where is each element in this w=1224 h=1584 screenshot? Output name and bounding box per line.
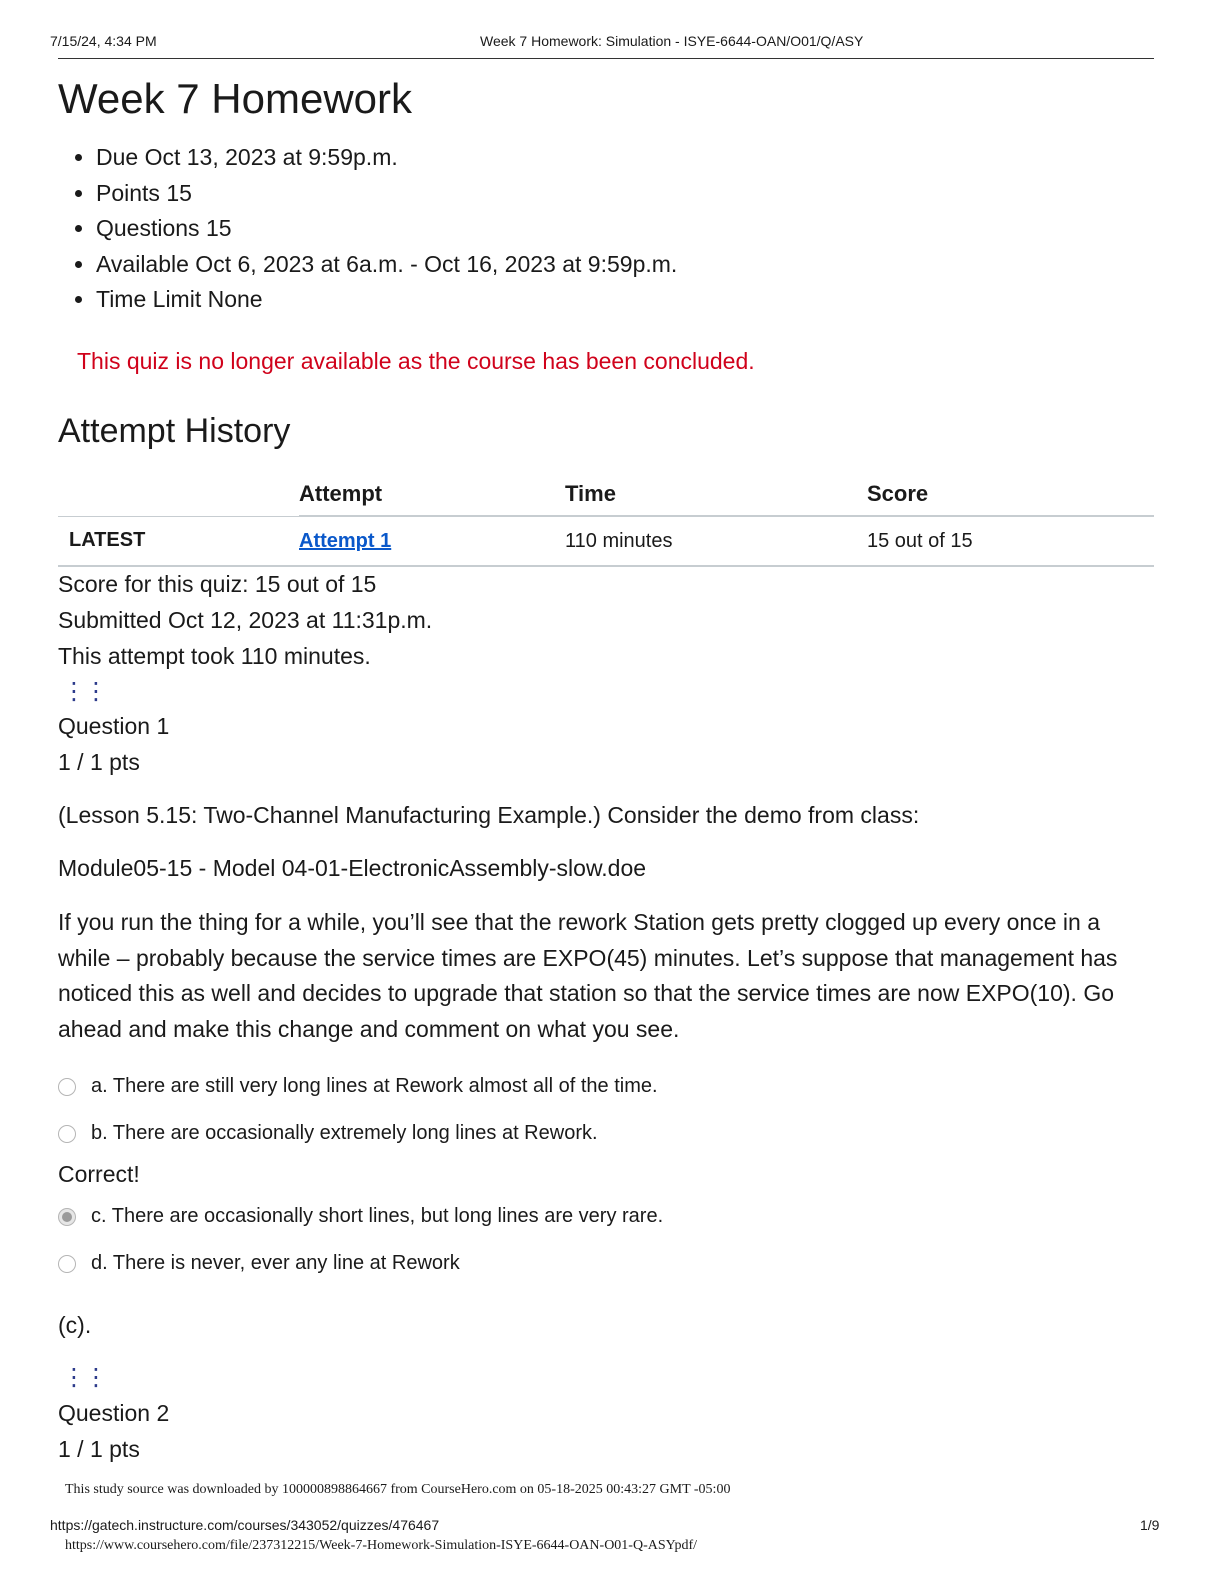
attempt-status: LATEST [58,516,299,566]
attempt-duration: This attempt took 110 minutes. [58,643,371,669]
answer-option-d-text: d. There is never, ever any line at Rework [91,1252,460,1274]
page-number: 1/9 [1140,1517,1160,1533]
quiz-score: Score for this quiz: 15 out of 15 [58,571,377,597]
question-1-prompt-body: If you run the thing for a while, you’ll see that the rework Station gets pretty clogged up every once in a while – probably because the service times are EXPO(45) minutes. Let’s suppose that management has noticed this as well and decides to upgrade that station so that the service times are now EXPO(10). Go ahead and make this change and comment on what you see. [58,909,1118,1042]
attempt-time: 110 minutes [565,516,867,566]
table-row [58,516,1154,566]
attempt-score: 15 out of 15 [867,516,1154,566]
source-url: https://www.coursehero.com/file/237312215/Week-7-Homework-Simulation-ISYE-6644-OAN-O01-Q-ASYpdf/ [65,1538,698,1553]
column-header-score: Score [867,473,1154,516]
answer-note: (c). [58,1312,92,1338]
study-source-notice: This study source was downloaded by 100000898864667 from CourseHero.com on 05-18-2025 00:43:27 GMT -05:00 [65,1482,731,1497]
time-limit: • Time Limit None [96,282,677,318]
question-2-points: 1 / 1 pts [58,1436,140,1462]
attempt-history-heading: Attempt History [58,412,291,450]
answer-option-b[interactable] [58,1122,598,1145]
answer-option-c[interactable] [58,1205,663,1228]
radio-a[interactable] [58,1078,76,1096]
correct-answer-label: Correct! [58,1161,140,1187]
question-1-drag-handle-icon[interactable]: ⋮⋮ [62,678,106,705]
table-header-row [58,473,1154,516]
print-datetime: 7/15/24, 4:34 PM [50,33,157,49]
attempt-summary [58,566,432,674]
question-count: • Questions 15 [96,211,677,247]
question-1-label: Question 1 [58,713,170,739]
column-header-attempt: Attempt [299,473,565,516]
due-date: • Due Oct 13, 2023 at 9:59p.m. [96,140,677,176]
points: • Points 15 [96,176,677,212]
availability: • Available Oct 6, 2023 at 6a.m. - Oct 16, 2023 at 9:59p.m. [96,247,677,283]
print-page-title: Week 7 Homework: Simulation - ISYE-6644-OAN/O01/Q/ASY [480,33,864,49]
submitted-time: Submitted Oct 12, 2023 at 11:31p.m. [58,607,433,633]
column-header-time: Time [565,473,867,516]
answer-option-a-text: a. There are still very long lines at Rework almost all of the time. [91,1075,658,1097]
attempt-history-table [58,473,1154,567]
attempt-1-link[interactable]: Attempt 1 [299,529,392,552]
answer-option-b-text: b. There are occasionally extremely long lines at Rework. [91,1122,598,1144]
question-2-drag-handle-icon[interactable]: ⋮⋮ [62,1364,106,1391]
page-title: Week 7 Homework [58,75,413,122]
question-1-prompt-intro: (Lesson 5.15: Two-Channel Manufacturing Example.) Consider the demo from class: [58,802,920,828]
radio-b[interactable] [58,1125,76,1143]
question-2-label: Question 2 [58,1400,170,1426]
radio-d[interactable] [58,1255,76,1273]
answer-option-a[interactable] [58,1075,658,1098]
answer-option-c-text: c. There are occasionally short lines, but long lines are very rare. [91,1205,664,1227]
radio-c-selected[interactable] [58,1208,76,1226]
question-1-model-file: Module05-15 - Model 04-01-ElectronicAssembly-slow.doe [58,855,647,881]
column-header-status [58,473,299,516]
answer-option-d[interactable] [58,1252,460,1275]
page-url: https://gatech.instructure.com/courses/343052/quizzes/476467 [50,1517,440,1533]
quiz-unavailable-notice: This quiz is no longer available as the course has been concluded. [77,348,755,374]
header-divider [58,58,1154,59]
question-1-points: 1 / 1 pts [58,749,140,775]
quiz-details-list [58,140,677,318]
